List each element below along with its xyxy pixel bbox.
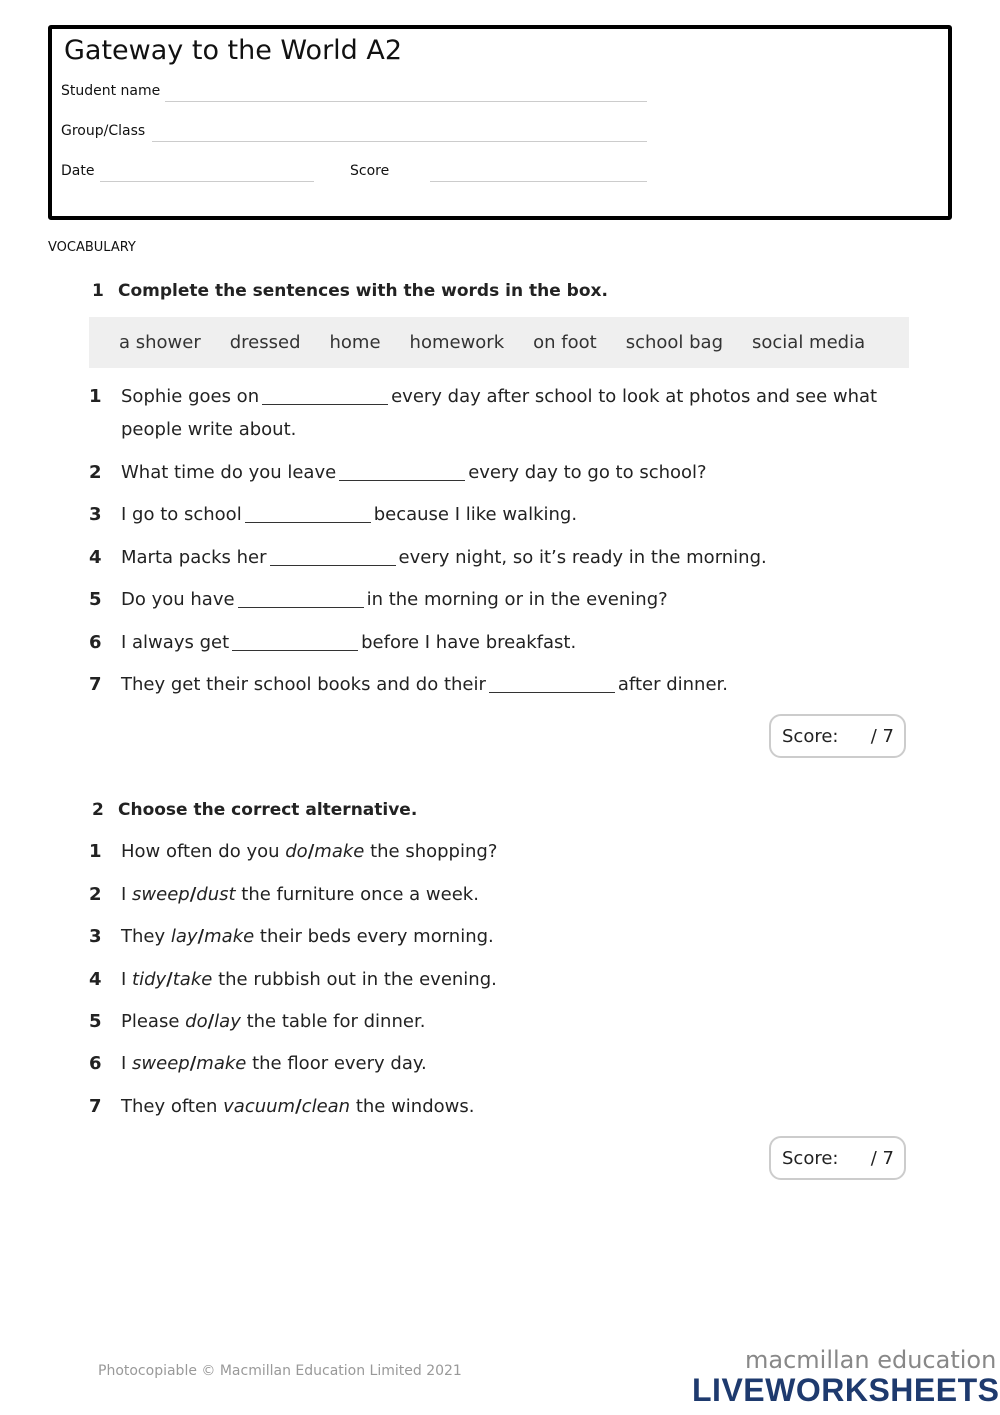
word-box-item: on foot	[533, 332, 597, 353]
date-field[interactable]	[100, 169, 314, 182]
word-box-item: homework	[409, 332, 505, 353]
sentence-end: every night, so it’s ready in the morning.	[398, 547, 767, 568]
sentence-end: because I like walking.	[373, 504, 578, 525]
option-a[interactable]: lay	[170, 926, 198, 947]
word-box-item: home	[329, 332, 381, 353]
item-number: 4	[89, 547, 102, 568]
item-number: 5	[89, 1011, 102, 1032]
item-number: 1	[89, 841, 102, 862]
exercise-2-item	[89, 920, 909, 953]
exercise-2-item	[89, 835, 909, 868]
exercise-1-score	[769, 714, 906, 758]
option-a[interactable]: sweep	[132, 884, 190, 905]
option-a[interactable]: tidy	[132, 969, 167, 990]
option-b[interactable]: take	[172, 969, 213, 990]
liveworksheets-logo: LIVEWORKSHEETS	[692, 1372, 1000, 1408]
answer-blank[interactable]	[238, 589, 364, 608]
exercise-number: 2	[92, 800, 104, 820]
item-number: 6	[89, 1053, 102, 1074]
item-number: 6	[89, 632, 102, 653]
sentence-start: I	[121, 969, 133, 990]
group-label: Group/Class	[61, 123, 146, 139]
option-b[interactable]: lay	[214, 1011, 241, 1032]
sentence-start: What time do you leave	[121, 462, 337, 483]
score-label: Score	[350, 163, 390, 179]
answer-blank[interactable]	[489, 674, 615, 693]
copyright-footer: Photocopiable © Macmillan Education Limited 2021	[98, 1363, 462, 1379]
item-number: 7	[89, 674, 102, 695]
section-title: VOCABULARY	[48, 240, 136, 255]
option-b[interactable]: make	[204, 926, 255, 947]
exercise-2-heading	[92, 800, 417, 820]
score-total: / 7	[870, 725, 894, 747]
sentence-end: after dinner.	[617, 674, 728, 695]
word-box-item: social media	[752, 332, 866, 353]
exercise-2-item	[89, 963, 909, 996]
item-number: 2	[89, 462, 102, 483]
sentence-end: before I have breakfast.	[361, 632, 577, 653]
option-b[interactable]: make	[196, 1053, 247, 1074]
sentence-start: I	[121, 884, 133, 905]
item-number: 3	[89, 926, 102, 947]
sentence-start: I go to school	[121, 504, 242, 525]
sentence-end: every day to go to school?	[468, 462, 707, 483]
slash: /	[166, 969, 173, 990]
student-name-label: Student name	[61, 83, 161, 99]
sentence-start: Marta packs her	[121, 547, 267, 568]
item-number: 5	[89, 589, 102, 610]
sentence-end: the shopping?	[364, 841, 498, 862]
exercise-1-item	[89, 626, 909, 659]
slash: /	[307, 841, 315, 862]
exercise-2-item	[89, 1005, 909, 1038]
exercise-1-heading	[92, 281, 608, 301]
item-number: 3	[89, 504, 102, 525]
item-number: 2	[89, 884, 102, 905]
answer-blank[interactable]	[232, 632, 358, 651]
exercise-instruction: Complete the sentences with the words in the box.	[118, 281, 608, 301]
sentence-start: They	[121, 926, 171, 947]
score-label: Score:	[782, 1147, 839, 1169]
exercise-1-item	[89, 541, 909, 574]
slash: /	[295, 1096, 302, 1117]
slash: /	[197, 926, 205, 947]
slash: /	[189, 884, 197, 905]
score-field[interactable]	[430, 169, 647, 182]
word-box-item: dressed	[229, 332, 301, 353]
group-field[interactable]	[152, 129, 647, 142]
student-name-field[interactable]	[165, 89, 647, 102]
option-a[interactable]: vacuum	[223, 1096, 296, 1117]
slash: /	[189, 1053, 197, 1074]
sentence-end: every day after school to look at photos and see what people write about.	[121, 386, 878, 440]
exercise-2-item	[89, 878, 909, 911]
option-a[interactable]: sweep	[132, 1053, 190, 1074]
sentence-end: in the morning or in the evening?	[366, 589, 668, 610]
option-a[interactable]: do	[285, 841, 308, 862]
sentence-start: They often	[121, 1096, 224, 1117]
sentence-end: the table for dinner.	[240, 1011, 426, 1032]
word-box-item: a shower	[119, 332, 201, 353]
option-a[interactable]: do	[185, 1011, 208, 1032]
exercise-2-item	[89, 1047, 909, 1080]
sentence-end: the windows.	[350, 1096, 475, 1117]
exercise-number: 1	[92, 281, 104, 301]
score-label: Score:	[782, 725, 839, 747]
answer-blank[interactable]	[245, 504, 371, 523]
sentence-start: They get their school books and do their	[121, 674, 486, 695]
macmillan-logo: macmillan education	[745, 1346, 997, 1374]
sentence-end: their beds every morning.	[254, 926, 494, 947]
sentence-start: Do you have	[121, 589, 235, 610]
sentence-end: the floor every day.	[246, 1053, 427, 1074]
exercise-2-score	[769, 1136, 906, 1180]
answer-blank[interactable]	[270, 547, 396, 566]
exercise-1-item	[89, 456, 909, 489]
option-b[interactable]: dust	[196, 884, 236, 905]
item-number: 1	[89, 386, 102, 407]
word-box	[89, 317, 909, 368]
date-label: Date	[61, 163, 95, 179]
item-number: 7	[89, 1096, 102, 1117]
word-box-item: school bag	[625, 332, 724, 353]
score-total: / 7	[870, 1147, 894, 1169]
option-b[interactable]: clean	[301, 1096, 351, 1117]
slash: /	[207, 1011, 215, 1032]
sentence-start: I always get	[121, 632, 230, 653]
sentence-start: Please	[121, 1011, 186, 1032]
exercise-1-item	[89, 498, 909, 531]
worksheet-title: Gateway to the World A2	[64, 35, 403, 66]
exercise-1-item	[89, 668, 909, 701]
header-box	[48, 25, 952, 220]
answer-blank[interactable]	[262, 386, 388, 405]
item-number: 4	[89, 969, 102, 990]
sentence-end: the rubbish out in the evening.	[212, 969, 497, 990]
exercise-1-item	[89, 583, 909, 616]
exercise-1-item	[89, 380, 909, 446]
answer-blank[interactable]	[339, 462, 465, 481]
exercise-2-item	[89, 1090, 909, 1123]
sentence-start: How often do you	[121, 841, 286, 862]
sentence-start: Sophie goes on	[121, 386, 260, 407]
exercise-instruction: Choose the correct alternative.	[118, 800, 418, 820]
option-b[interactable]: make	[314, 841, 365, 862]
sentence-start: I	[121, 1053, 133, 1074]
sentence-end: the furniture once a week.	[235, 884, 479, 905]
